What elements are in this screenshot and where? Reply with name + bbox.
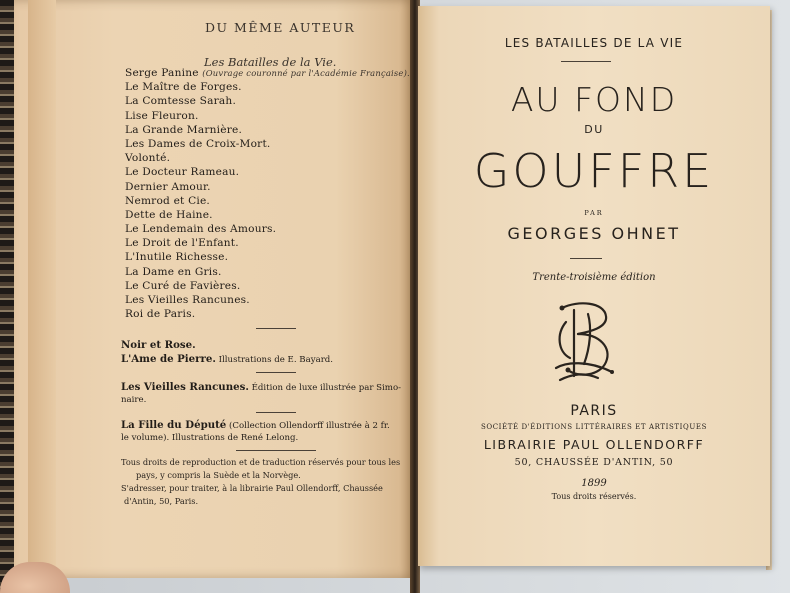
title-du: DU <box>584 123 604 136</box>
publisher-address: 50, CHAUSSÉE D'ANTIN, 50 <box>514 457 674 468</box>
page-thickness <box>28 0 56 578</box>
publisher-society: SOCIÉTÉ D'ÉDITIONS LITTÉRAIRES ET ARTISTIQUES <box>480 423 707 431</box>
title-line-1: AU FOND <box>510 80 678 119</box>
book-note: (Ouvrage couronné par l'Académie Française). <box>202 68 410 78</box>
author-name: GEORGES OHNET <box>507 224 681 243</box>
book-title: La Dame en Gris. <box>125 265 222 278</box>
book-title: La Grande Marnière. <box>125 123 243 136</box>
book-list-item <box>125 236 410 250</box>
book-list-item <box>125 80 410 94</box>
divider <box>236 450 316 451</box>
series-heading: LES BATAILLES DE LA VIE <box>504 36 684 50</box>
par-label: PAR <box>584 209 604 217</box>
book-list-item <box>125 137 410 151</box>
text-continuation: le volume). Illustrations de René Lelong. <box>121 433 299 443</box>
divider <box>256 372 296 373</box>
divider <box>256 328 296 329</box>
book-title: Le Docteur Rameau. <box>125 166 240 179</box>
book-list-item <box>125 109 410 123</box>
book-title: Lise Fleuron. <box>125 109 199 122</box>
book-list-item <box>125 66 410 80</box>
other-work-noir-et-rose: Noir et Rose. <box>121 339 196 351</box>
book-title: L'Inutile Richesse. <box>125 251 229 264</box>
book-list-item <box>125 165 410 179</box>
publication-city: PARIS <box>570 403 618 419</box>
book-list-item <box>125 250 410 264</box>
book-list-item <box>125 151 410 165</box>
series-title: Les Batailles de la Vie. <box>204 55 337 69</box>
book-title: Volonté. <box>125 152 171 165</box>
book-title: Les Dames de Croix-Mort. <box>125 137 271 150</box>
book-list-item <box>125 123 410 137</box>
text-continuation: naire. <box>121 395 147 405</box>
title-line-2: GOUFFRE <box>473 144 715 198</box>
book-list-item <box>125 279 410 293</box>
book-list-item <box>125 208 410 222</box>
book-title: Le Curé de Favières. <box>125 279 241 292</box>
edition-note: Trente-troisième édition <box>532 272 656 283</box>
book-title: Les Vieilles Rancunes. <box>125 294 250 306</box>
other-work-vieilles-rancunes-luxe: Les Vieilles Rancunes. Édition de luxe illustrée par Simo- <box>121 381 402 393</box>
book-list-item <box>125 222 410 236</box>
book-list-item <box>125 265 410 279</box>
book-title: Le Lendemain des Amours. <box>125 223 277 236</box>
fine-print-line: pays, y compris la Suède et la Norvège. <box>136 470 301 480</box>
fine-print-line: d'Antin, 50, Paris. <box>124 496 199 506</box>
book-list <box>125 66 410 321</box>
book-title: Nemrod et Cie. <box>125 194 210 207</box>
other-work-ame-de-pierre: L'Ame de Pierre. Illustrations de E. Bayard. <box>121 353 334 365</box>
book-title: Roi de Paris. <box>125 308 196 321</box>
book-list-item <box>125 94 410 108</box>
book-list-item <box>125 194 410 208</box>
book-list-item <box>125 180 410 194</box>
publisher-name: LIBRAIRIE PAUL OLLENDORFF <box>483 437 705 452</box>
publication-year: 1899 <box>581 478 607 489</box>
divider <box>561 61 611 62</box>
book-title: Le Droit de l'Enfant. <box>125 237 239 250</box>
book-title: Dernier Amour. <box>125 180 211 193</box>
book-title: La Comtesse Sarah. <box>125 95 237 108</box>
publisher-monogram-icon <box>548 298 620 384</box>
divider <box>256 412 296 413</box>
book-list-item <box>125 293 410 307</box>
fine-print-line: S'adresser, pour traiter, à la librairie Paul Ollendorff, Chaussée <box>121 483 383 493</box>
other-work-fille-du-depute: La Fille du Député (Collection Ollendorff illustrée à 2 fr. <box>121 419 390 431</box>
rights-notice: Tous droits réservés. <box>551 492 637 501</box>
book-title: Le Maître de Forges. <box>125 81 242 94</box>
book-title: Dette de Haine. <box>125 208 213 221</box>
divider <box>570 258 602 259</box>
left-page-header: DU MÊME AUTEUR <box>205 20 356 35</box>
book-list-item <box>125 307 410 321</box>
book-title: Serge Panine <box>125 67 199 79</box>
fine-print-line: Tous droits de reproduction et de traduction réservés pour tous les <box>121 457 401 467</box>
